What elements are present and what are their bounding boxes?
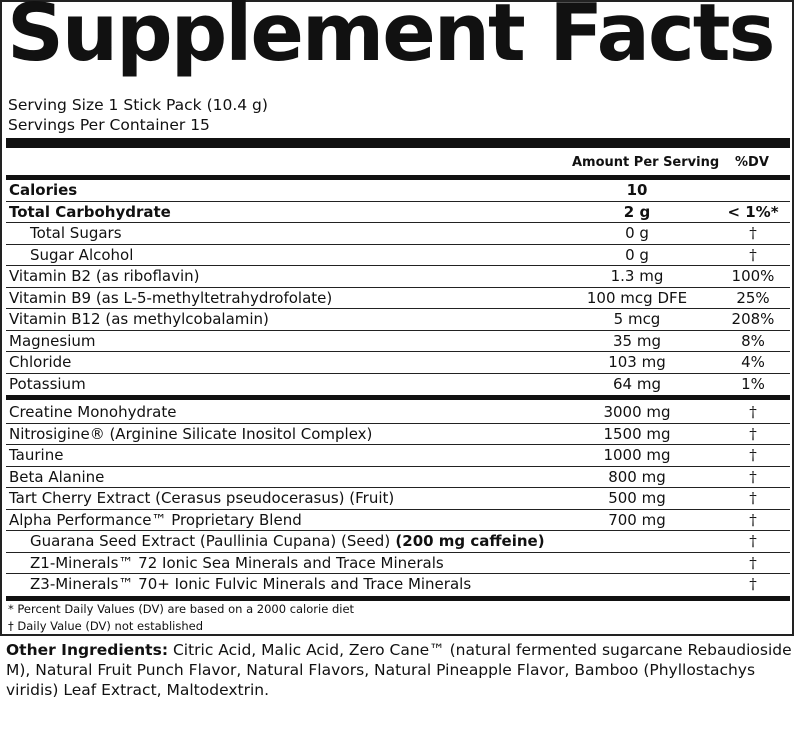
row-dv: † [749,424,757,443]
row-name [30,554,444,572]
row-dv: † [749,575,757,593]
row-name [30,575,471,593]
row-name-text: Magnesium [9,331,96,350]
table-row [6,574,790,596]
table-row [6,202,790,224]
row-name [30,532,545,550]
row-name-text: Creatine Monohydrate [9,403,177,421]
row-amount: 100 mcg DFE [586,288,688,307]
row-dv: † [749,553,757,572]
other-ingredients-text: Citric Acid, Malic Acid, Zero Cane™ (natural fermented sugarcane Rebaudioside M), Natural Fruit Punch Flavor, Natural Flavors, Natural Pineapple Flavor, Bamboo (Phyllostachys viridis) Leaf Extract, Maltodextrin. [6,641,792,699]
row-name-text: Z1-Minerals™ 72 Ionic Sea Minerals and Trace Minerals [30,553,444,572]
row-name [9,181,77,199]
row-amount: 0 g [625,245,649,264]
row-name [9,203,171,221]
row-dv: † [749,467,757,486]
amount-per-serving-header: Amount Per Serving [572,155,720,170]
row-amount: 1500 mg [603,424,671,443]
row-name [9,267,200,285]
row-amount: 1.3 mg [610,267,664,285]
row-name-text: Calories [9,181,78,199]
row-name-text: Chloride [9,353,72,371]
row-name-text: Tart Cherry Extract (Cerasus pseudocerasus) (Fruit) [9,489,395,507]
row-name [9,511,302,529]
table-row [6,510,790,532]
row-name-text: Potassium [9,374,86,393]
row-amount: 35 mg [613,331,661,350]
row-name-text: Guarana Seed Extract (Paullinia Cupana) (Seed) [30,532,391,550]
row-name-text: Nitrosigine® (Arginine Silicate Inositol Complex) [9,424,373,443]
row-name [9,310,269,328]
row-amount: 64 mg [613,374,661,393]
row-dv: † [749,446,757,464]
row-name-text: Beta Alanine [9,467,105,486]
other-ingredients [6,640,794,700]
row-name [9,289,332,307]
row-name [9,332,96,350]
divider-thick-top [6,138,790,148]
footnote-dv: * Percent Daily Values (DV) are based on a 2000 calorie diet [8,602,355,616]
row-name-text: Total Sugars [30,224,122,242]
row-name-text: Total Carbohydrate [9,202,171,221]
row-dv: † [749,403,757,421]
servings-per-container: Servings Per Container 15 [8,116,210,134]
row-name [9,468,104,486]
table-row [6,531,790,553]
row-name [9,425,372,443]
table-row [6,309,790,331]
row-name [9,375,86,393]
row-name [30,224,122,242]
row-dv: < 1%* [727,202,779,221]
table-row [6,352,790,374]
row-dv: † [749,510,757,529]
row-dv: 100% [731,267,775,285]
table-row [6,266,790,288]
table-row [6,331,790,353]
table-row [6,553,790,575]
row-name-text: Alpha Performance™ Proprietary Blend [9,510,302,529]
row-dv: † [749,532,757,550]
row-name [9,446,63,464]
row-amount: 700 mg [608,510,666,529]
table-row [6,374,790,396]
row-amount: 2 g [623,202,651,221]
table-row [6,223,790,245]
row-name-text: Sugar Alcohol [30,245,134,264]
row-dv: † [749,245,757,264]
row-name-text: Vitamin B9 (as L-5-methyltetrahydrofolate) [9,288,333,307]
row-name [9,353,71,371]
table-row [6,467,790,489]
table-row [6,180,790,202]
table-row [6,488,790,510]
table-row [6,245,790,267]
divider-nutrients [6,395,790,400]
row-amount: 0 g [625,224,649,242]
row-name [9,403,176,421]
other-ingredients-label: Other Ingredients: [6,641,169,659]
row-amount: 500 mg [608,489,666,507]
row-amount: 10 [626,181,648,199]
row-dv: † [749,224,757,242]
row-dv: 1% [741,374,765,393]
dv-header: %DV [735,155,769,170]
row-amount: 3000 mg [603,403,671,421]
footnote-dagger: † Daily Value (DV) not established [8,619,204,633]
row-dv: 25% [736,288,770,307]
table-row [6,424,790,446]
divider-bottom [6,596,790,601]
panel-title: Supplement Facts [7,0,774,79]
row-dv: 8% [741,331,765,350]
row-name-text: Vitamin B2 (as riboflavin) [9,267,200,285]
table-row [6,402,790,424]
table-row [6,445,790,467]
row-dv: 208% [731,310,775,328]
row-name-text: Taurine [9,446,64,464]
table-row [6,288,790,310]
row-name-bold: (200 mg caffeine) [390,532,545,550]
row-name [30,246,133,264]
row-name [9,489,394,507]
row-amount: 1000 mg [603,446,671,464]
row-amount: 800 mg [608,467,666,486]
row-dv: 4% [741,353,765,371]
row-dv: † [749,489,757,507]
row-name-text: Z3-Minerals™ 70+ Ionic Fulvic Minerals and Trace Minerals [30,575,472,593]
row-name-text: Vitamin B12 (as methylcobalamin) [9,310,269,328]
row-amount: 103 mg [608,353,666,371]
serving-size: Serving Size 1 Stick Pack (10.4 g) [8,96,268,114]
row-amount: 5 mcg [613,310,661,328]
